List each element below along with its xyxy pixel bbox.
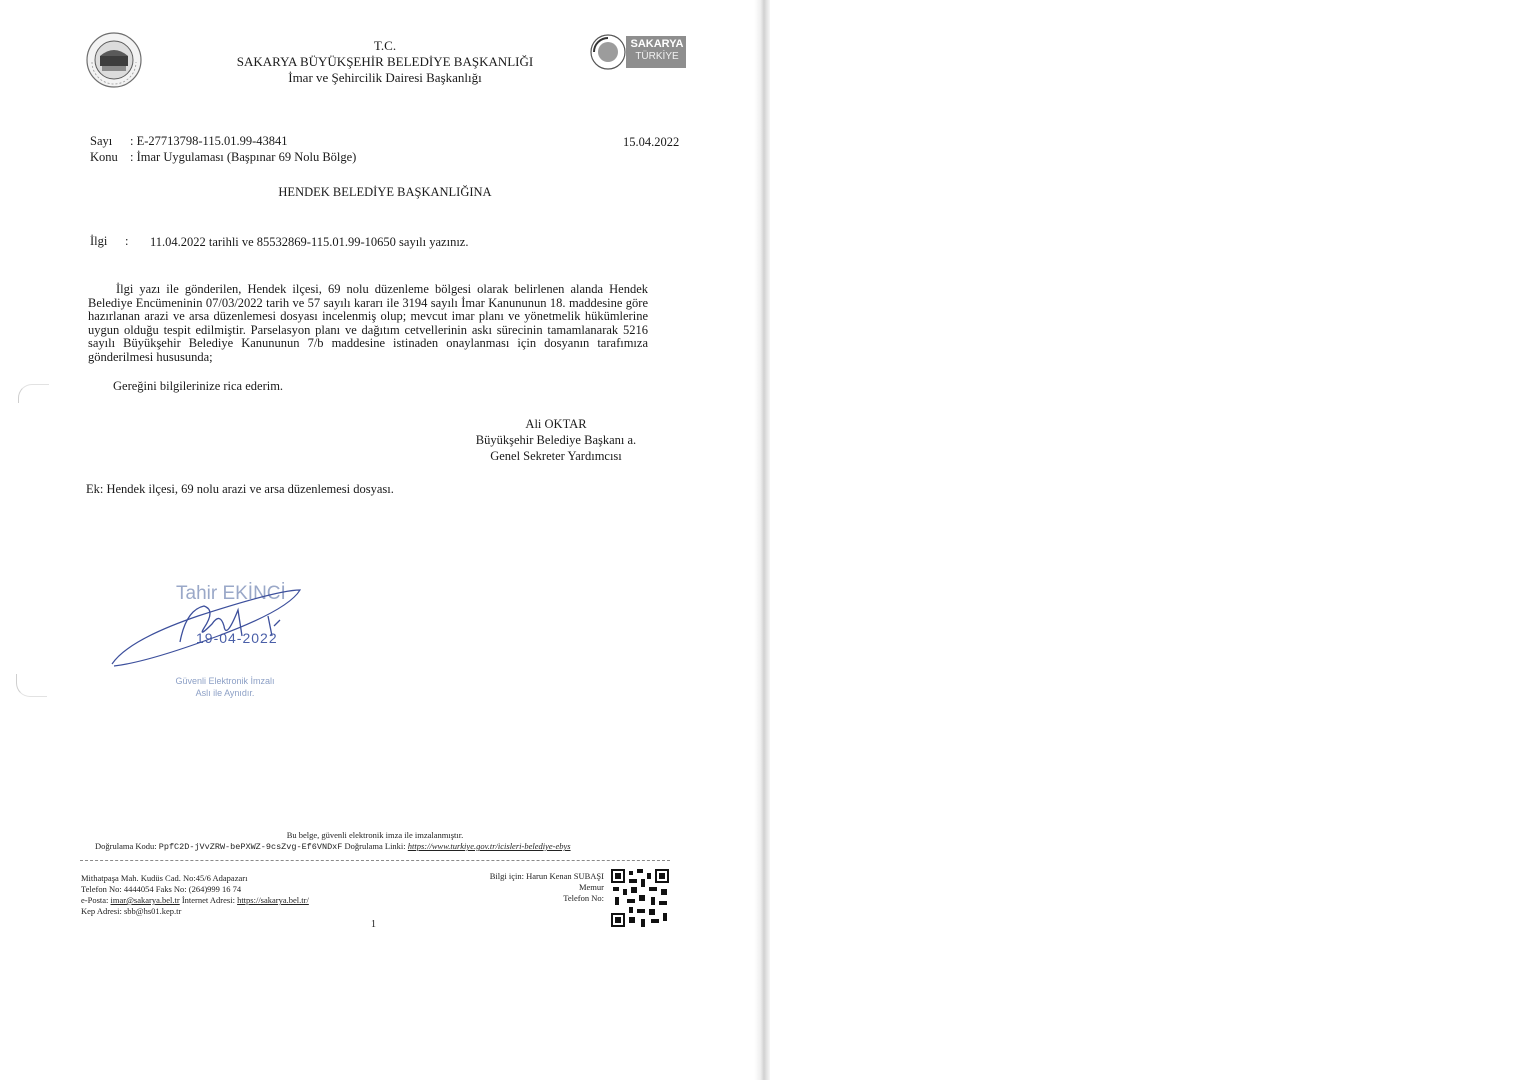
page-fold-shadow <box>754 0 770 1080</box>
footer-info-phone: Telefon No: <box>563 893 604 903</box>
footer-divider <box>80 860 670 861</box>
blank-right-page <box>770 0 1528 1080</box>
page-number: 1 <box>371 919 376 930</box>
municipality-seal-logo <box>86 32 142 88</box>
footer-contact <box>81 895 309 906</box>
header-institution: SAKARYA BÜYÜKŞEHİR BELEDİYE BAŞKANLIĞI <box>236 54 534 69</box>
meta-sayi <box>90 133 288 149</box>
scan-mark-lower <box>16 674 47 697</box>
verify-code: PpfC2D-jVvZRW-bePXWZ-9csZvg-Ef6VNDxF <box>158 842 343 852</box>
attachment-line: Ek: Hendek ilçesi, 69 nolu arazi ve arsa düzenlemesi dosyası. <box>86 482 394 496</box>
email-link[interactable]: imar@sakarya.bel.tr <box>110 895 180 905</box>
verify-label: Doğrulama Kodu: <box>95 841 157 851</box>
web-label: İnternet Adresi: <box>181 895 235 905</box>
footer-address: Mithatpaşa Mah. Kudüs Cad. No:45/6 Adapazarı <box>81 873 248 883</box>
meta-konu <box>90 149 356 165</box>
signatory-title1: Büyükşehir Belediye Başkanı a. <box>475 433 637 447</box>
footer-notice: Bu belge, güvenli elektronik imza ile imzalanmıştır. <box>286 830 464 840</box>
stamp-date: 19-04-2022 <box>196 630 278 646</box>
reference-text: 11.04.2022 tarihli ve 85532869-115.01.99-10650 sayılı yazınız. <box>150 235 469 249</box>
body-paragraph: İlgi yazı ile gönderilen, Hendek ilçesi, 69 nolu düzenleme bölgesi olarak belirlenen alanda Hendek Belediye Encümeninin 07/03/2022 tarih ve 57 sayılı kararı ile 3194 sayılı İmar Kanununun 18. maddesine göre hazırlanan arazi ve arsa düzenlemesi dosyası incelenmiş olup; mevcut imar planı ve yönetmelik hükümlerine uygun olduğu tespit edilmiştir. Parselasyon planı ve dağıtım cetvellerinin askı sürecinin tamamlanarak 5216 sayılı Büyükşehir Belediye Kanununun 7/b maddesine istinaden onaylanması için dosyanın tarafımıza gönderilmesi hususunda; <box>88 282 648 364</box>
reference-label: İlgi <box>90 234 108 248</box>
verify-link[interactable]: https://www.turkiye.gov.tr/icisleri-belediye-ebys <box>407 841 571 851</box>
footer-verify-line <box>95 841 571 853</box>
scan-mark-upper <box>18 384 49 403</box>
konu-label: Konu <box>90 150 118 164</box>
closing-sentence: Gereğini bilgilerinize rica ederim. <box>113 379 284 393</box>
signatory-title2: Genel Sekreter Yardımcısı <box>490 449 622 463</box>
header-department: İmar ve Şehircilik Dairesi Başkanlığı <box>288 70 482 85</box>
stamp-line1: Güvenli Elektronik İmzalı <box>175 676 275 686</box>
signatory-name: Ali OKTAR <box>525 417 587 431</box>
verify-link-label: Doğrulama Linki: <box>344 841 406 851</box>
document-date: 15.04.2022 <box>623 135 680 149</box>
footer-info-role: Memur <box>578 882 604 892</box>
reference-separator: : <box>125 234 129 248</box>
brand-line2: TÜRKİYE <box>635 51 679 62</box>
qr-code <box>611 869 669 927</box>
brand-line1: SAKARYA <box>630 38 684 50</box>
sayi-label: Sayı <box>90 134 113 148</box>
stamp-name: Tahir EKİNCİ <box>176 583 286 604</box>
stamp-line2: Aslı ile Aynıdır. <box>195 688 255 698</box>
footer-info-name: Bilgi için: Harun Kenan SUBAŞI <box>489 871 604 881</box>
footer-kep: Kep Adresi: sbb@hs01.kep.tr <box>81 906 182 916</box>
konu-value: : İmar Uygulaması (Başpınar 69 Nolu Bölge) <box>130 150 357 164</box>
web-link[interactable]: https://sakarya.bel.tr/ <box>237 895 309 905</box>
email-label: e-Posta: <box>81 895 109 905</box>
header-tc: T.C. <box>373 38 397 53</box>
sayi-value: : E-27713798-115.01.99-43841 <box>130 134 288 148</box>
footer-phone-fax: Telefon No: 4444054 Faks No: (264)999 16 74 <box>81 884 242 894</box>
handwritten-signature <box>108 580 308 672</box>
body-paragraph-block <box>88 283 648 364</box>
recipient: HENDEK BELEDİYE BAŞKANLIĞINA <box>278 185 492 199</box>
